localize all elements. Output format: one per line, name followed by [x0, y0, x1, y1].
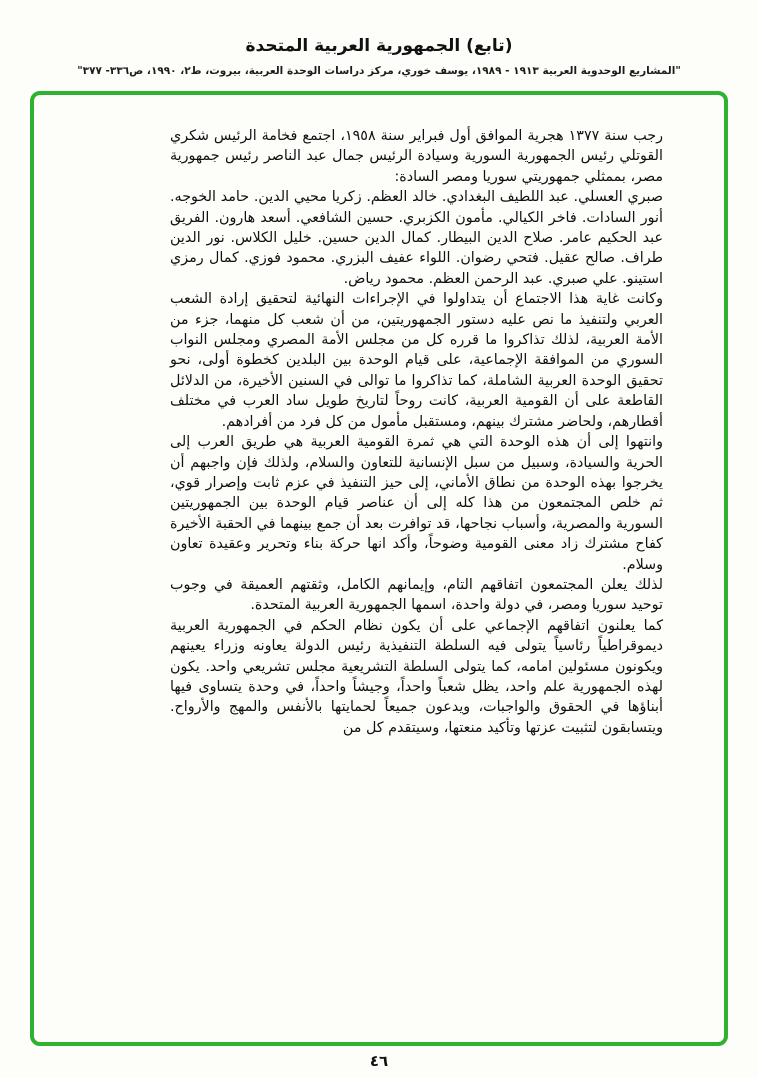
paragraph: لذلك يعلن المجتمعون اتفاقهم التام، وإيمانهم الكامل، وثقتهم العميقة في وجوب توحيد سوريا ومصر، في دولة واحدة، اسمها الجمهورية العربية المتحدة. — [170, 576, 663, 614]
page-header — [0, 36, 758, 77]
page-number: ٤٦ — [369, 1052, 389, 1070]
paragraph: وانتهوا إلى أن هذه الوحدة التي هي ثمرة القومية العربية هي طريق العرب إلى الحرية والسيادة، وسبيل من سبل الإنسانية للتعاون والسلام، ولذلك فإن واجبهم أن يخرجوا بهذه الوحدة من نطاق الأماني، إلى حيز التنفيذ في عزم ثابت وإصرار قوي، ثم خلص المجتمعون من هذا كله إلى أن عناصر قيام الوحدة بين الجمهوريتين السورية والمصرية، وأسباب نجاحها، قد توافرت بعد أن جمع بينهما في الحقبة الأخيرة كفاح مشترك زاد معنى القومية وضوحاً، وأكد انها حركة بناء وتحرير وعقيدة تعاون وسلام. — [170, 434, 663, 573]
page-title: (تابع) الجمهورية العربية المتحدة — [245, 36, 513, 56]
body-text — [170, 126, 663, 738]
paragraph: رجب سنة ١٣٧٧ هجرية الموافق أول فبراير سنة ١٩٥٨، اجتمع فخامة الرئيس شكري القوتلي رئيس الجمهورية السورية وسيادة الرئيس جمال عبد الناصر رئيس جمهورية مصر، بممثلي جمهوريتي سوريا ومصر السادة: — [170, 128, 663, 185]
paragraph: صبري العسلي. عبد اللطيف البغدادي. خالد العظم. زكريا محيي الدين. حامد الخوجه. أنور السادات. فاخر الكيالي. مأمون الكزبري. حسين الشافعي. أسعد هارون. الفريق عبد الحكيم عامر. صلاح الدين البيطار. كمال الدين حسين. خليل الكلاس. نور الدين طراف. صالح عقيل. فتحي رضوان. اللواء عفيف البزري. محمود فوزي. كمال رمزي استينو. علي صبري. عبد الرحمن العظم. محمود رياض. — [170, 189, 663, 287]
paragraph: وكانت غاية هذا الاجتماع أن يتداولوا في الإجراءات النهائية لتحقيق إرادة الشعب العربي ولتنفيذ ما نص عليه دستور الجمهوريتين، من أن شعب كل منهما، جزء من الأمة العربية، لذلك تذاكروا ما قرره كل من مجلس الأمة المصري ومجلس النواب السوري من الموافقة الإجماعية، على قيام الوحدة بين البلدين كخطوة أولى، نحو تحقيق الوحدة العربية الشاملة، كما تذاكروا ما توالى في السنين الأخيرة، من الدلائل القاطعة على أن القومية العربية، كانت روحاً لتاريخ طويل ساد العرب في مختلف أقطارهم، ولحاضر مشترك بينهم، ومستقبل مأمول من كل فرد من أفرادهم. — [170, 291, 663, 430]
citation-line: "المشاريع الوحدوية العربية ١٩١٣ - ١٩٨٩، يوسف خوري، مركز دراسات الوحدة العربية، بيروت، ط٢، ١٩٩٠، ص٣٣٦- ٣٧٧" — [77, 65, 681, 77]
paragraph: كما يعلنون اتفاقهم الإجماعي على أن يكون نظام الحكم في الجمهورية العربية ديموقراطياً رئاسياً يتولى فيه السلطة التنفيذية رئيس الدولة يعاونه وزراء يعينهم ويكونون مسئولين امامه، كما يتولى السلطة التشريعية مجلس تشريعي واحد. يكون لهذه الجمهورية علم واحد، يظل شعباً واحداً، وجيشاً واحداً، في وحدة يتساوى فيها أبناؤها في الحقوق والواجبات، ويدعون جميعاً لحمايتها بالأنفس والمهج والأرواح. ويتسابقون لتثبيت عزتها وتأكيد منعتها، وسيتقدم كل من — [170, 617, 663, 736]
